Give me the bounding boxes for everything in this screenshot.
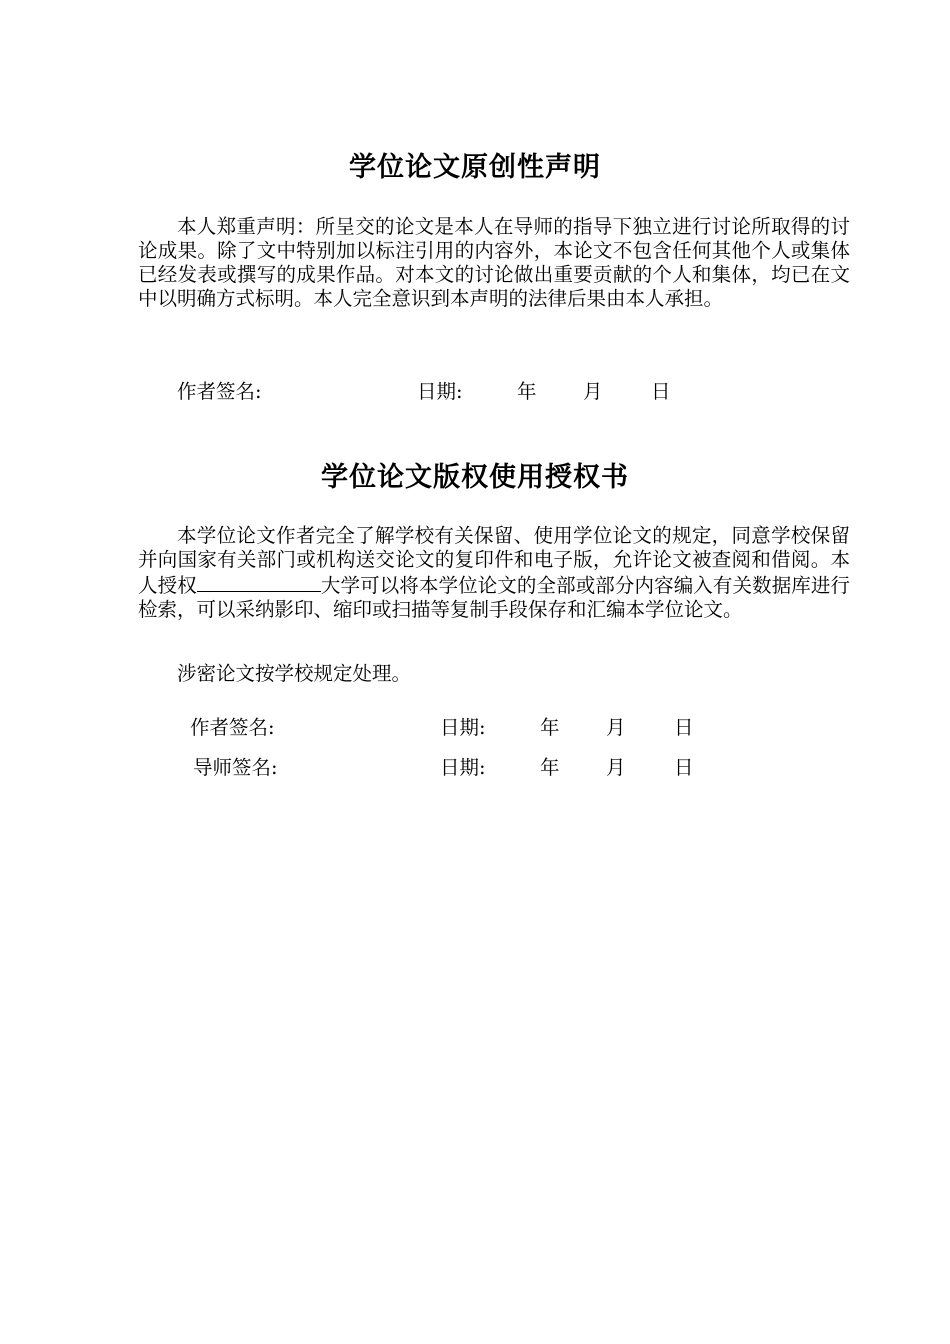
advisor-signature-label: 导师签名: — [193, 756, 278, 779]
date-label: 日期: — [417, 380, 463, 403]
authorization-text-part2: 大学可以将本学位论文的全部或部分内容编入有关数据库进行检索，可以采纳影印、缩印或扫描等复制手段保存和汇编本学位论文。 — [138, 574, 850, 621]
author-signature-label: 作者签名: — [190, 716, 275, 739]
authorization-text-part1: 本学位论文作者完全了解学校有关保留、使用学位论文的规定，同意学校保留并向国家有关部门或机构送交论文的复印件和电子版，允许论文被查阅和借阅。本人授权 — [138, 524, 850, 597]
year-label: 年 — [540, 716, 560, 739]
month-label: 月 — [606, 716, 626, 739]
university-name-blank — [197, 572, 321, 592]
day-label: 日 — [651, 380, 671, 403]
classified-thesis-note: 涉密论文按学校规定处理。 — [177, 662, 412, 685]
copyright-authorization-title: 学位论文版权使用授权书 — [321, 462, 629, 493]
month-label: 月 — [606, 756, 626, 779]
day-label: 日 — [674, 756, 694, 779]
month-label: 月 — [583, 380, 603, 403]
day-label: 日 — [674, 716, 694, 739]
originality-declaration-paragraph: 本人郑重声明：所呈交的论文是本人在导师的指导下独立进行讨论所取得的讨论成果。除了文中特别加以标注引用的内容外，本论文不包含任何其他个人或集体已经发表或撰写的成果作品。对本文的讨论做出重要贡献的个人和集体，均已在文中以明确方式标明。本人完全意识到本声明的法律后果由本人承担。 — [138, 215, 850, 310]
year-label: 年 — [540, 756, 560, 779]
originality-declaration-title: 学位论文原创性声明 — [349, 152, 601, 183]
copyright-authorization-paragraph — [138, 524, 850, 622]
date-label: 日期: — [440, 716, 486, 739]
date-label: 日期: — [440, 756, 486, 779]
author-signature-label: 作者签名: — [177, 380, 262, 403]
year-label: 年 — [517, 380, 537, 403]
